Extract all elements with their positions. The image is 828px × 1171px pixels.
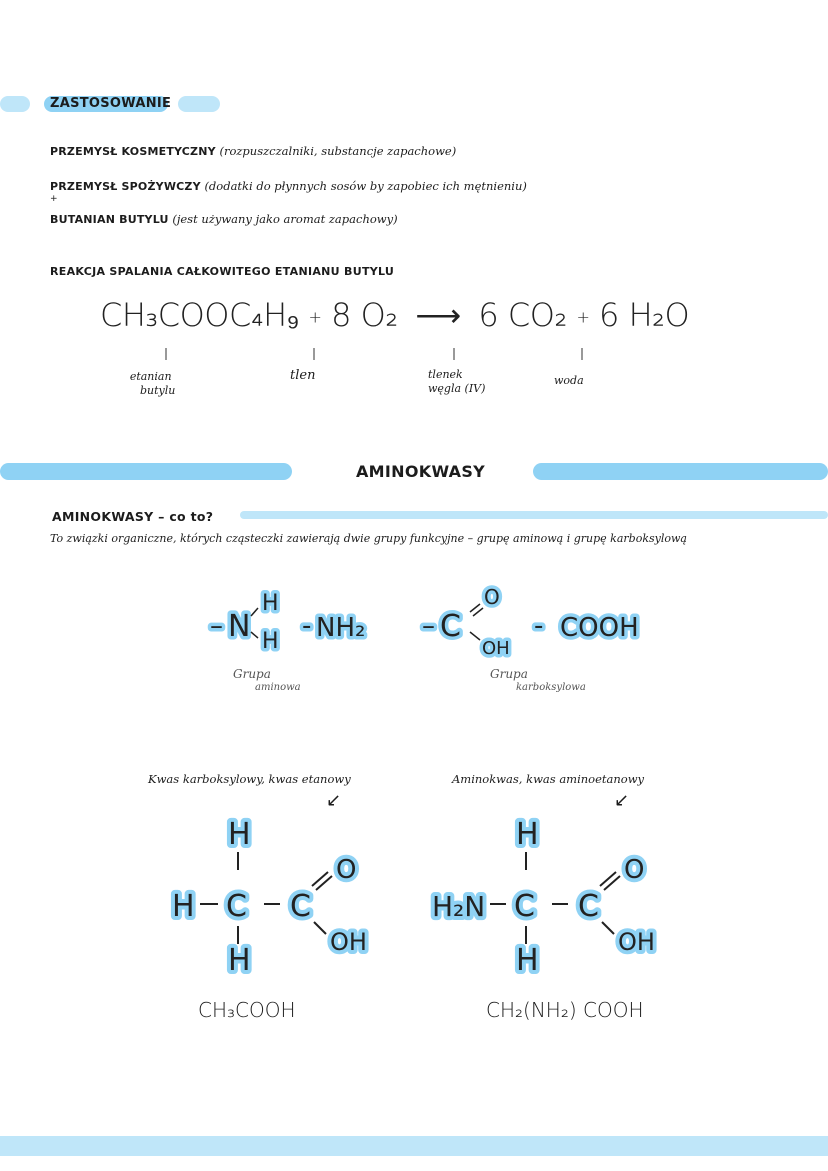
banner-bar-left [0, 463, 292, 480]
acetic-arrow: ↙ [326, 790, 342, 811]
bond [314, 922, 326, 934]
amine-bond: – [210, 611, 223, 641]
glycine-title: Aminokwas, kwas aminoetanowy [452, 772, 645, 786]
carboxyl-short-bond: - [534, 611, 544, 641]
label-butyl-acetate [126, 370, 175, 398]
acetic-c2: C [290, 889, 311, 924]
bond-coh [470, 632, 480, 640]
acetic-o: O [336, 855, 357, 885]
acetic-title: Kwas karboksylowy, kwas etanowy [148, 772, 351, 786]
bond [316, 876, 332, 890]
use-head: PRZEMYSŁ SPOŻYWCZY [50, 180, 201, 193]
use-head: BUTANIAN BUTYLU [50, 213, 169, 226]
acetic-formula: CH₃COOH [198, 998, 296, 1022]
plus-2: + [576, 307, 590, 327]
plus-1: + [308, 307, 322, 327]
carboxyl-oh: OH [482, 638, 510, 659]
banner-bar-right [533, 463, 828, 480]
bond-nh-bottom [251, 632, 258, 638]
reaction-arrow: ⟶ [415, 296, 461, 334]
reactant-oxygen: 8 O₂ [331, 296, 398, 334]
bond [600, 872, 616, 886]
glycine-h-top: H [516, 817, 539, 852]
structural-formulas [0, 810, 828, 990]
use-line-butanian [50, 212, 398, 226]
combustion-equation [100, 296, 689, 334]
subtitle: AMINOKWASY – co to? [52, 509, 214, 524]
glycine-structure [432, 817, 655, 978]
label-line: tlenek [428, 368, 463, 381]
label-line: węgla (IV) [428, 382, 486, 395]
plus-sign: + [50, 194, 58, 204]
use-detail: (rozpuszczalniki, substancje zapachowe) [219, 144, 457, 158]
reactant-butyl-acetate: CH₃COOC₄H₉ [100, 296, 299, 334]
acetic-h-left: H [172, 889, 195, 924]
acetic-h-bottom: H [228, 943, 251, 978]
use-head: PRZEMYSŁ KOSMETYCZNY [50, 145, 216, 158]
bond [602, 922, 614, 934]
functional-groups [0, 570, 828, 720]
label-ticks [0, 340, 828, 370]
title-highlight-left [0, 96, 30, 112]
amine-group-structure [210, 591, 365, 654]
caption-line: karboksylowa [516, 682, 586, 693]
title-highlight-right [178, 96, 220, 112]
caption-line: aminowa [255, 682, 301, 693]
acetic-h-top: H [228, 817, 251, 852]
carboxyl-caption [490, 668, 586, 694]
banner-title: AMINOKWASY [356, 462, 486, 481]
acetic-c1: C [226, 889, 247, 924]
carboxyl-o: O [484, 585, 500, 609]
footer-bar [0, 1136, 828, 1156]
glycine-nh2: H₂N [432, 890, 486, 923]
glycine-arrow: ↙ [614, 790, 630, 811]
amine-nh2: NH₂ [316, 613, 366, 643]
label-oxygen: tlen [290, 368, 316, 383]
product-co2: 6 CO₂ [478, 296, 567, 334]
amine-h-bottom: H [262, 629, 279, 654]
caption-line: Grupa [490, 667, 528, 681]
subtitle-underline [240, 511, 828, 519]
definition-text: To związki organiczne, których cząsteczki zawierają dwie grupy funkcyjne – grupę aminową i grupę karboksylową [50, 532, 687, 545]
label-water: woda [554, 374, 584, 387]
glycine-formula: CH₂(NH₂) COOH [486, 998, 644, 1022]
label-line: etanian [129, 370, 172, 383]
bond [312, 872, 328, 886]
glycine-h-bottom: H [516, 943, 539, 978]
bond [604, 876, 620, 890]
caption-line: Grupa [233, 667, 271, 681]
carboxyl-bond: – [422, 611, 435, 641]
carboxyl-cooh: COOH [560, 613, 639, 643]
use-line-food [50, 179, 527, 193]
glycine-oh: OH [618, 928, 655, 956]
glycine-c2: C [578, 889, 599, 924]
glycine-c1: C [514, 889, 535, 924]
acetic-structure [172, 817, 367, 978]
glycine-o: O [624, 855, 645, 885]
acetic-oh: OH [330, 928, 367, 956]
use-line-cosmetic [50, 144, 456, 158]
product-water: 6 H₂O [599, 296, 690, 334]
use-detail: (jest używany jako aromat zapachowy) [172, 212, 398, 226]
amine-n: N [228, 609, 251, 644]
carboxyl-c: C [440, 609, 461, 644]
section-title: ZASTOSOWANIE [50, 96, 172, 111]
amine-caption [233, 668, 301, 694]
label-co2 [428, 368, 485, 396]
bond-nh-top [251, 608, 258, 616]
use-detail: (dodatki do płynnych sosów by zapobiec ich mętnieniu) [204, 179, 527, 193]
carboxyl-group-structure [422, 585, 639, 659]
reaction-title: REAKCJA SPALANIA CAŁKOWITEGO ETANIANU BUTYLU [50, 265, 395, 278]
amine-short-bond: - [302, 611, 312, 641]
label-line: butylu [140, 384, 176, 397]
amine-h-top: H [262, 591, 279, 616]
